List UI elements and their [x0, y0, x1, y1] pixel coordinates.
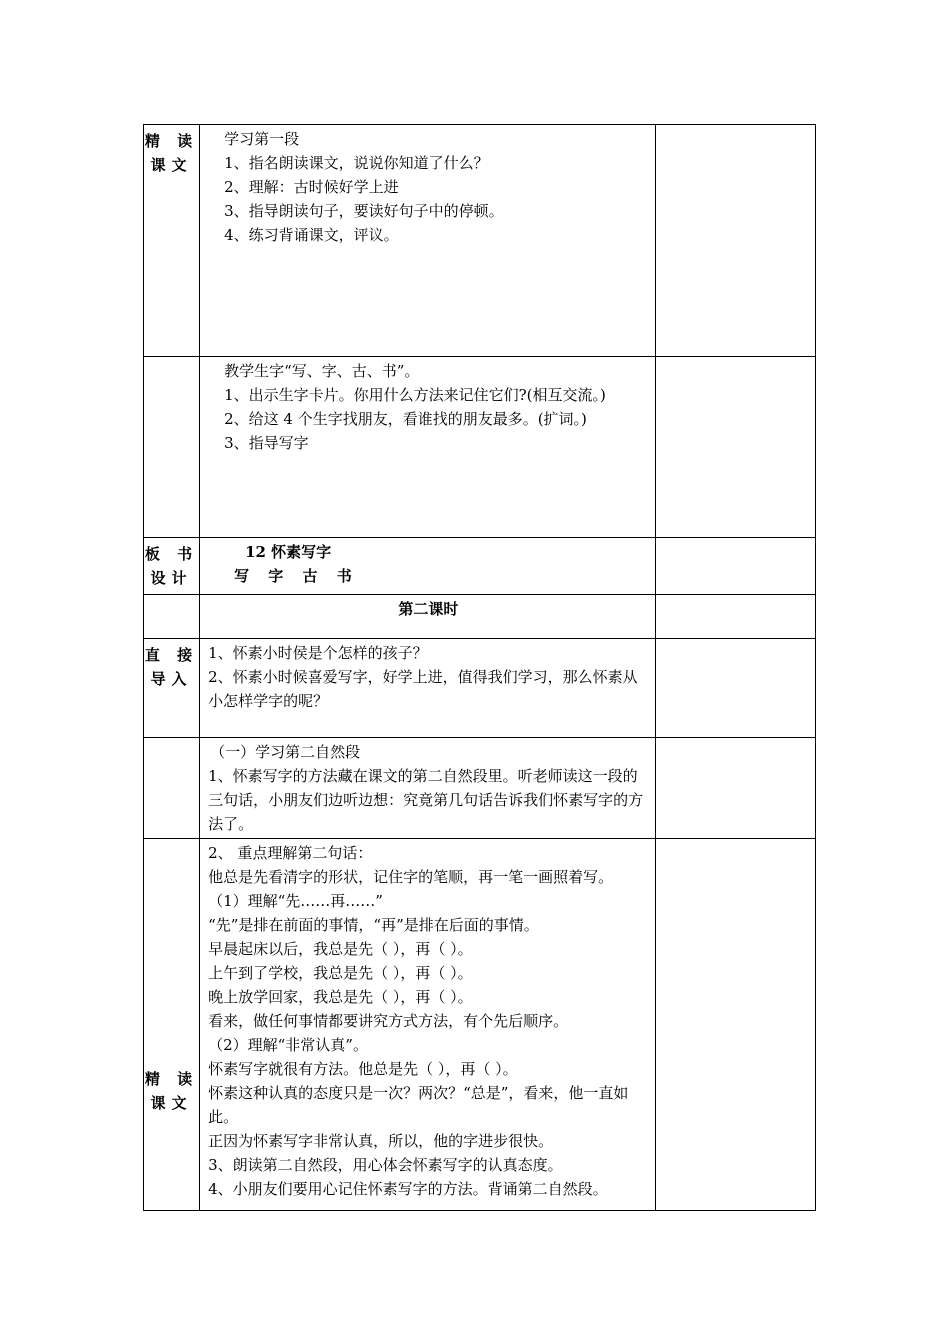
row-content — [200, 125, 656, 357]
row-content — [200, 357, 656, 538]
row-label — [144, 738, 200, 839]
row-teach-characters — [144, 357, 816, 538]
lesson-heading: 第二课时 — [398, 600, 459, 618]
content-line: 晚上放学回家，我总是先（ ），再（ ）。 — [208, 988, 473, 1006]
content-line: 3、朗读第二自然段，用心体会怀素写字的认真态度。 — [208, 1156, 563, 1174]
content-line: 怀素写字就很有方法。他总是先（ ），再（ ）。 — [208, 1060, 518, 1078]
row-content — [200, 738, 656, 839]
notes-cell — [655, 639, 815, 738]
notes-cell — [655, 839, 815, 1211]
content-line: 他总是先看清字的形状，记住字的笔顺，再一笔一画照着写。 — [208, 868, 614, 886]
row-content — [200, 839, 656, 1211]
row-second-lesson-heading — [144, 595, 816, 639]
row-label: 精 读 课文 — [144, 839, 200, 1211]
content-line: 正因为怀素写字非常认真，所以，他的字进步很快。 — [208, 1132, 554, 1150]
lesson-plan-table — [143, 124, 816, 1211]
content-line: 怀素这种认真的态度只是一次？两次？“总是”，看来，他一直如此。 — [208, 1084, 629, 1126]
content-line: 3、指导朗读句子，要读好句子中的停顿。 — [224, 202, 504, 220]
board-characters: 写 字 古 书 — [234, 567, 354, 585]
content-line: （2）理解“非常认真”。 — [208, 1036, 368, 1054]
row-label — [144, 357, 200, 538]
board-title: 12 怀素写字 — [245, 543, 332, 561]
content-line: 学习第一段 — [224, 130, 300, 148]
row-label: 板 书 设计 — [144, 538, 200, 595]
row-label — [144, 595, 200, 639]
content-line: 上午到了学校，我总是先（ ），再（ ）。 — [208, 964, 473, 982]
content-line: “先”是排在前面的事情，“再”是排在后面的事情。 — [208, 916, 539, 934]
row-close-reading-2 — [144, 839, 816, 1211]
content-line: 看来，做任何事情都要讲究方式方法，有个先后顺序。 — [208, 1012, 569, 1030]
content-line: 3、指导写字 — [224, 434, 309, 452]
content-line: 早晨起床以后，我总是先（ ），再（ ）。 — [208, 940, 473, 958]
content-line: 4、小朋友们要用心记住怀素写字的方法。背诵第二自然段。 — [208, 1180, 608, 1198]
content-line: 2、怀素小时候喜爱写字，好学上进，值得我们学习，那么怀素从小怎样学字的呢？ — [208, 668, 638, 710]
row-content — [200, 639, 656, 738]
row-label: 直 接 导入 — [144, 639, 200, 738]
content-line: 1、怀素小时侯是个怎样的孩子？ — [208, 644, 428, 662]
notes-cell — [655, 125, 815, 357]
row-content — [200, 595, 656, 639]
content-line: （一）学习第二自然段 — [210, 743, 361, 761]
notes-cell — [655, 738, 815, 839]
row-direct-intro — [144, 639, 816, 738]
content-line: 1、指名朗读课文，说说你知道了什么？ — [224, 154, 489, 172]
row-close-reading-1 — [144, 125, 816, 357]
content-line: 4、练习背诵课文，评议。 — [224, 226, 399, 244]
row-label: 精 读 课文 — [144, 125, 200, 357]
content-line: （1）理解“先……再……” — [208, 892, 383, 910]
content-line: 教学生字“写、字、古、书”。 — [224, 362, 420, 380]
content-line: 1、出示生字卡片。你用什么方法来记住它们?(相互交流。) — [224, 386, 606, 404]
row-content — [200, 538, 656, 595]
notes-cell — [655, 595, 815, 639]
notes-cell — [655, 357, 815, 538]
row-blackboard-design — [144, 538, 816, 595]
content-line: 2、 重点理解第二句话： — [208, 844, 373, 862]
content-line: 2、给这 4 个生字找朋友，看谁找的朋友最多。(扩词。) — [224, 410, 587, 428]
content-line: 2、理解：古时候好学上进 — [224, 178, 399, 196]
notes-cell — [655, 538, 815, 595]
content-line: 1、怀素写字的方法藏在课文的第二自然段里。听老师读这一段的三句话，小朋友们边听边想：究竟第几句话告诉我们怀素写字的方法了。 — [208, 767, 644, 833]
row-study-paragraph-two — [144, 738, 816, 839]
